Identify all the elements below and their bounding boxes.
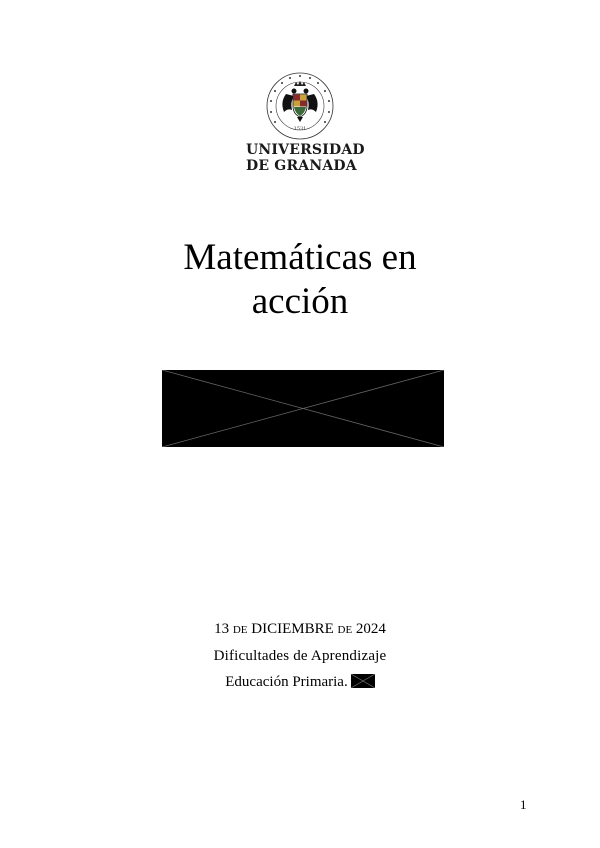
course-subject: Dificultades de Aprendizaje [213,648,387,664]
date-preposition-2: de [337,621,353,637]
date-year: 2024 [355,621,386,637]
title-line1: Matemáticas en [183,237,417,278]
date-preposition-1: de [232,621,248,637]
page-number: 1 [520,797,527,812]
university-name-line1: UNIVERSIDAD [246,142,365,158]
university-name-line2: DE GRANADA [246,158,357,174]
university-seal-icon [266,72,334,140]
education-level-text: Educación Primaria. [225,674,348,690]
date-month: DICIEMBRE [251,621,334,637]
svg-text:· 1531 ·: · 1531 · [290,126,310,132]
document-date [100,621,500,638]
redacted-image-placeholder [162,370,444,447]
university-name [246,142,365,174]
date-day: 13 [214,621,230,637]
title-line2: acción [251,281,349,322]
education-level [100,674,500,691]
document-title [100,236,500,324]
redacted-name-placeholder [351,674,375,688]
